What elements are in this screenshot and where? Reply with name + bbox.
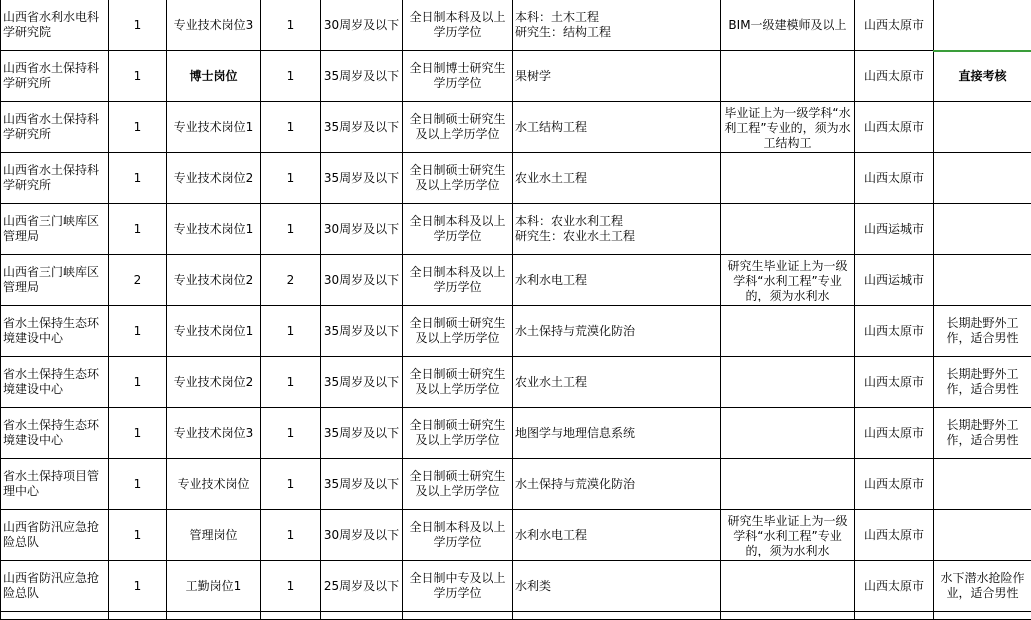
post-cell [167,102,261,153]
age-cell [321,51,403,102]
education-cell [403,510,513,561]
table-row-partial [1,612,1031,620]
post-cell [167,153,261,204]
hire-count-cell [261,102,321,153]
major-cell [513,204,721,255]
empty-cell [403,612,513,620]
major-cell-text: 水利水电工程 [515,273,587,287]
education-cell-text: 全日制硕士研究生及以上学历学位 [409,316,505,345]
hire-count-cell-text: 1 [287,324,295,338]
location-cell-text: 山西太原市 [864,375,924,389]
requirement-cell [721,357,855,408]
empty-cell [261,612,321,620]
education-cell [403,561,513,612]
table-row [1,102,1031,153]
major-cell [513,510,721,561]
unit-cell-text: 山西省防汛应急抢险总队 [3,571,99,600]
education-cell [403,153,513,204]
remark-cell-text: 直接考核 [958,69,1006,83]
location-cell-text: 山西运城市 [864,222,924,236]
age-cell [321,459,403,510]
table-row [1,459,1031,510]
age-cell-text: 35周岁及以下 [324,426,399,440]
age-cell-text: 35周岁及以下 [324,477,399,491]
unit-cell [1,306,109,357]
unit-count-cell [109,153,167,204]
age-cell-text: 30周岁及以下 [324,528,399,542]
unit-cell-text: 山西省三门峡库区管理局 [3,214,99,243]
post-cell [167,459,261,510]
post-cell-text: 专业技术岗位3 [174,18,254,32]
post-cell-text: 工勤岗位1 [186,579,242,593]
requirement-cell [721,459,855,510]
age-cell [321,510,403,561]
table-row [1,561,1031,612]
education-cell-text: 全日制硕士研究生及以上学历学位 [409,469,505,498]
age-cell-text: 35周岁及以下 [324,69,399,83]
education-cell-text: 全日制硕士研究生及以上学历学位 [409,418,505,447]
unit-cell [1,510,109,561]
location-cell-text: 山西太原市 [864,528,924,542]
location-cell-text: 山西太原市 [864,426,924,440]
table-row [1,204,1031,255]
post-cell-text: 专业技术岗位2 [174,171,254,185]
education-cell-text: 全日制硕士研究生及以上学历学位 [409,163,505,192]
location-cell-text: 山西太原市 [864,171,924,185]
table-row [1,510,1031,561]
empty-cell [721,612,855,620]
education-cell [403,357,513,408]
requirement-cell-text: 研究生毕业证上为一级学科“水利工程”专业的，须为水利水 [723,259,852,302]
hire-count-cell [261,459,321,510]
unit-count-cell [109,306,167,357]
major-cell [513,459,721,510]
education-cell [403,204,513,255]
age-cell [321,153,403,204]
requirement-cell [721,204,855,255]
unit-cell-text: 山西省水土保持科学研究所 [3,112,99,141]
post-cell-text: 专业技术岗位1 [174,120,254,134]
unit-count-cell-text: 1 [134,477,142,491]
table-row [1,153,1031,204]
post-cell-text: 专业技术岗位1 [174,222,254,236]
post-cell-text: 博士岗位 [189,69,237,83]
major-cell [513,306,721,357]
unit-count-cell-text: 1 [134,375,142,389]
major-cell-text: 水土保持与荒漠化防治 [515,324,635,338]
major-cell [513,408,721,459]
education-cell-text: 全日制本科及以上学历学位 [409,214,505,243]
post-cell-text: 专业技术岗位 [177,477,249,491]
hire-count-cell [261,306,321,357]
unit-count-cell [109,0,167,51]
major-cell [513,561,721,612]
age-cell [321,0,403,51]
major-cell-text: 水土保持与荒漠化防治 [515,477,635,491]
age-cell [321,306,403,357]
empty-cell [934,612,1031,620]
major-cell [513,102,721,153]
unit-cell-text: 山西省三门峡库区管理局 [3,265,99,294]
table-row [1,51,1031,102]
age-cell [321,561,403,612]
unit-count-cell-text: 1 [134,120,142,134]
hire-count-cell-text: 1 [287,69,295,83]
empty-cell [513,612,721,620]
location-cell [855,102,934,153]
unit-count-cell [109,561,167,612]
education-cell [403,0,513,51]
post-cell [167,51,261,102]
location-cell-text: 山西太原市 [864,69,924,83]
post-cell [167,561,261,612]
age-cell [321,357,403,408]
empty-cell [1,612,109,620]
job-table-body [1,0,1031,620]
post-cell [167,0,261,51]
education-cell-text: 全日制中专及以上学历学位 [409,571,505,600]
age-cell [321,102,403,153]
location-cell-text: 山西运城市 [864,273,924,287]
unit-count-cell [109,255,167,306]
unit-cell [1,561,109,612]
hire-count-cell-text: 1 [287,171,295,185]
major-cell-text: 水利水电工程 [515,528,587,542]
hire-count-cell [261,0,321,51]
remark-cell-text: 水下潜水抢险作业，适合男性 [940,571,1024,600]
hire-count-cell [261,255,321,306]
post-cell-text: 专业技术岗位1 [174,324,254,338]
hire-count-cell [261,510,321,561]
post-cell [167,255,261,306]
unit-cell [1,102,109,153]
unit-cell-text: 山西省水利水电科学研究院 [3,10,99,39]
education-cell-text: 全日制硕士研究生及以上学历学位 [409,367,505,396]
requirement-cell [721,306,855,357]
hire-count-cell [261,408,321,459]
age-cell-text: 30周岁及以下 [324,273,399,287]
age-cell [321,204,403,255]
location-cell-text: 山西太原市 [864,477,924,491]
major-cell-text: 本科：农业水利工程 研究生：农业水土工程 [515,214,635,243]
requirement-cell [721,51,855,102]
remark-cell-text: 长期赴野外工作，适合男性 [946,316,1018,345]
age-cell-text: 35周岁及以下 [324,324,399,338]
location-cell [855,204,934,255]
requirement-cell [721,102,855,153]
major-cell [513,153,721,204]
major-cell [513,0,721,51]
age-cell [321,255,403,306]
hire-count-cell-text: 1 [287,528,295,542]
remark-cell [934,0,1031,51]
remark-cell [934,408,1031,459]
location-cell-text: 山西太原市 [864,579,924,593]
unit-cell-text: 省水土保持生态环境建设中心 [3,418,99,447]
hire-count-cell-text: 1 [287,18,295,32]
location-cell [855,561,934,612]
empty-cell [855,612,934,620]
requirement-cell [721,153,855,204]
remark-cell [934,306,1031,357]
requirement-cell [721,561,855,612]
location-cell [855,153,934,204]
unit-cell-text: 省水土保持生态环境建设中心 [3,316,99,345]
remark-cell-text: 长期赴野外工作，适合男性 [946,367,1018,396]
empty-cell [167,612,261,620]
location-cell-text: 山西太原市 [864,18,924,32]
requirement-cell [721,0,855,51]
remark-cell [934,459,1031,510]
unit-cell [1,51,109,102]
post-cell [167,204,261,255]
location-cell [855,0,934,51]
remark-cell [934,357,1031,408]
major-cell-text: 地图学与地理信息系统 [515,426,635,440]
major-cell-text: 农业水土工程 [515,375,587,389]
requirement-cell [721,510,855,561]
education-cell [403,306,513,357]
age-cell-text: 30周岁及以下 [324,222,399,236]
post-cell [167,408,261,459]
location-cell [855,51,934,102]
remark-cell [934,204,1031,255]
age-cell-text: 35周岁及以下 [324,120,399,134]
unit-count-cell-text: 1 [134,426,142,440]
unit-cell [1,255,109,306]
major-cell-text: 水利类 [515,579,551,593]
unit-count-cell-text: 1 [134,579,142,593]
unit-cell-text: 省水土保持生态环境建设中心 [3,367,99,396]
location-cell [855,357,934,408]
location-cell [855,408,934,459]
age-cell-text: 35周岁及以下 [324,171,399,185]
remark-cell-text: 长期赴野外工作，适合男性 [946,418,1018,447]
education-cell-text: 全日制硕士研究生及以上学历学位 [409,112,505,141]
major-cell-text: 农业水土工程 [515,171,587,185]
major-cell-text: 果树学 [515,69,551,83]
unit-cell-text: 山西省水土保持科学研究所 [3,61,99,90]
remark-cell [934,153,1031,204]
unit-cell [1,459,109,510]
post-cell [167,510,261,561]
location-cell-text: 山西太原市 [864,324,924,338]
unit-cell [1,204,109,255]
unit-count-cell-text: 1 [134,171,142,185]
age-cell-text: 35周岁及以下 [324,375,399,389]
empty-cell [321,612,403,620]
remark-cell [934,102,1031,153]
table-row [1,255,1031,306]
remark-cell [934,510,1031,561]
unit-cell-text: 山西省水土保持科学研究所 [3,163,99,192]
hire-count-cell-text: 1 [287,426,295,440]
unit-count-cell [109,510,167,561]
location-cell [855,459,934,510]
education-cell [403,51,513,102]
major-cell-text: 水工结构工程 [515,120,587,134]
unit-count-cell [109,51,167,102]
hire-count-cell [261,204,321,255]
unit-count-cell-text: 1 [134,528,142,542]
post-cell-text: 专业技术岗位3 [174,426,254,440]
education-cell-text: 全日制本科及以上学历学位 [409,10,505,39]
hire-count-cell-text: 2 [287,273,295,287]
unit-count-cell [109,408,167,459]
unit-count-cell [109,204,167,255]
hire-count-cell [261,153,321,204]
age-cell [321,408,403,459]
unit-cell [1,153,109,204]
unit-count-cell-text: 1 [134,69,142,83]
location-cell [855,510,934,561]
education-cell-text: 全日制本科及以上学历学位 [409,265,505,294]
education-cell [403,459,513,510]
hire-count-cell [261,561,321,612]
unit-count-cell-text: 1 [134,222,142,236]
post-cell-text: 专业技术岗位2 [174,273,254,287]
table-row [1,408,1031,459]
unit-count-cell [109,459,167,510]
remark-cell [934,255,1031,306]
remark-cell [934,51,1031,102]
hire-count-cell-text: 1 [287,120,295,134]
major-cell [513,357,721,408]
requirement-cell-text: BIM一级建模师及以上 [723,18,852,33]
post-cell-text: 专业技术岗位2 [174,375,254,389]
age-cell-text: 25周岁及以下 [324,579,399,593]
major-cell-text: 本科：土木工程 研究生：结构工程 [515,10,611,39]
empty-cell [109,612,167,620]
post-cell [167,357,261,408]
major-cell [513,51,721,102]
post-cell [167,306,261,357]
post-cell-text: 管理岗位 [189,528,237,542]
hire-count-cell-text: 1 [287,477,295,491]
table-row [1,306,1031,357]
location-cell [855,306,934,357]
education-cell-text: 全日制博士研究生学历学位 [409,61,505,90]
unit-cell [1,357,109,408]
requirement-cell [721,255,855,306]
requirement-cell [721,408,855,459]
education-cell-text: 全日制本科及以上学历学位 [409,520,505,549]
unit-cell [1,408,109,459]
requirement-cell-text: 毕业证上为一级学科“水利工程”专业的，须为水工结构工 [723,106,852,149]
hire-count-cell-text: 1 [287,375,295,389]
hire-count-cell-text: 1 [287,579,295,593]
hire-count-cell [261,357,321,408]
unit-count-cell-text: 1 [134,18,142,32]
education-cell [403,408,513,459]
location-cell-text: 山西太原市 [864,120,924,134]
unit-cell-text: 省水土保持项目管理中心 [3,469,99,498]
hire-count-cell [261,51,321,102]
remark-cell [934,561,1031,612]
education-cell [403,102,513,153]
unit-count-cell-text: 1 [134,324,142,338]
table-row [1,357,1031,408]
age-cell-text: 30周岁及以下 [324,18,399,32]
hire-count-cell-text: 1 [287,222,295,236]
unit-count-cell [109,357,167,408]
education-cell [403,255,513,306]
table-row [1,0,1031,51]
requirement-cell-text: 研究生毕业证上为一级学科“水利工程”专业的，须为水利水 [723,514,852,557]
unit-count-cell-text: 2 [134,273,142,287]
location-cell [855,255,934,306]
major-cell [513,255,721,306]
unit-cell [1,0,109,51]
unit-cell-text: 山西省防汛应急抢险总队 [3,520,99,549]
unit-count-cell [109,102,167,153]
